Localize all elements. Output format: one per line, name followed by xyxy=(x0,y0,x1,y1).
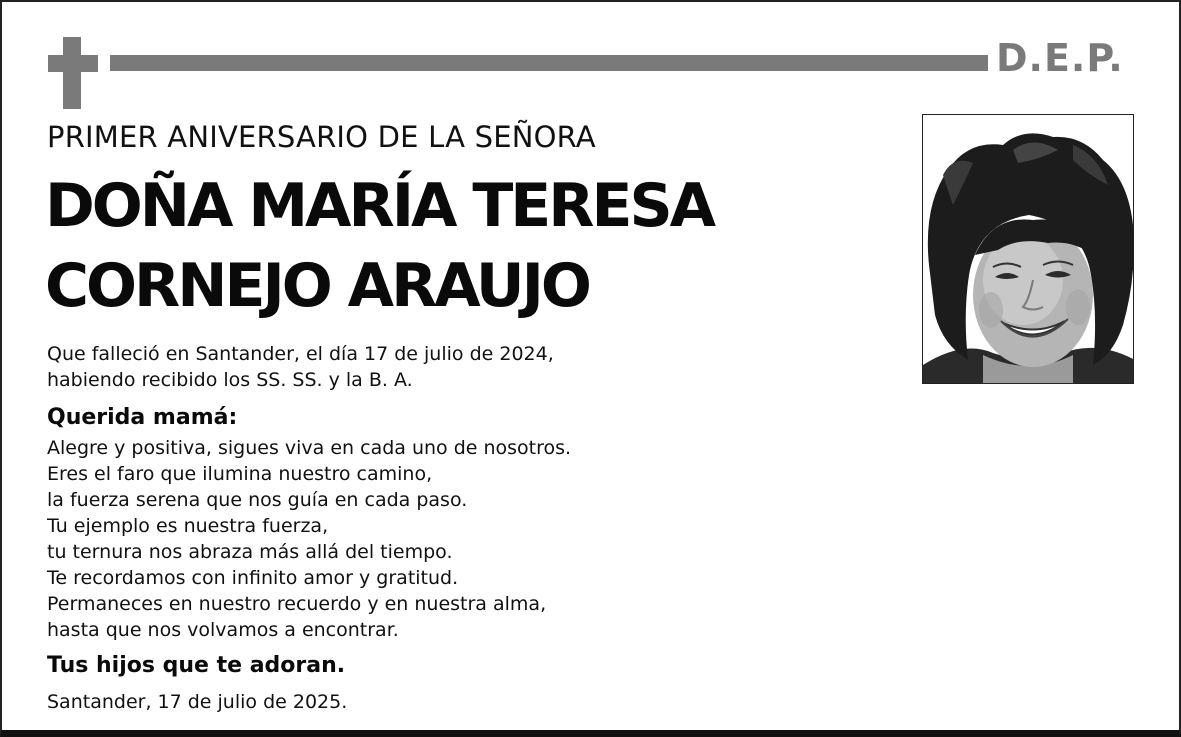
deceased-photo xyxy=(922,114,1134,384)
place-date: Santander, 17 de julio de 2025. xyxy=(47,691,348,713)
poem-line: tu ternura nos abraza más allá del tiempo. xyxy=(47,541,453,563)
salutation: Querida mamá: xyxy=(47,405,238,430)
poem-line: la fuerza serena que nos guía en cada paso. xyxy=(47,489,468,511)
deceased-name-line-2: CORNEJO ARAUJO xyxy=(45,251,589,321)
poem-line: Tu ejemplo es nuestra fuerza, xyxy=(47,515,329,537)
anniversary-intro: PRIMER ANIVERSARIO DE LA SEÑORA xyxy=(47,120,596,154)
poem-line: Eres el faro que ilumina nuestro camino, xyxy=(47,463,433,485)
header-rule xyxy=(110,55,988,71)
poem-line: Te recordamos con infinito amor y gratitud. xyxy=(47,567,459,589)
cross-vertical-bar xyxy=(63,37,81,109)
cross-horizontal-bar xyxy=(48,55,98,72)
poem-line: hasta que nos volvamos a encontrar. xyxy=(47,619,399,641)
poem-line: Alegre y positiva, sigues viva en cada uno de nosotros. xyxy=(47,437,572,459)
death-notice-line-1: Que falleció en Santander, el día 17 de julio de 2024, xyxy=(47,343,554,365)
death-notice-line-2: habiendo recibido los SS. SS. y la B. A. xyxy=(47,369,413,391)
dedication-poem xyxy=(47,435,571,643)
deceased-name-line-1: DOÑA MARÍA TERESA xyxy=(45,171,714,241)
poem-line: Permaneces en nuestro recuerdo y en nuestra alma, xyxy=(47,593,547,615)
signature: Tus hijos que te adoran. xyxy=(47,653,346,678)
dep-badge: D.E.P. xyxy=(996,36,1124,80)
